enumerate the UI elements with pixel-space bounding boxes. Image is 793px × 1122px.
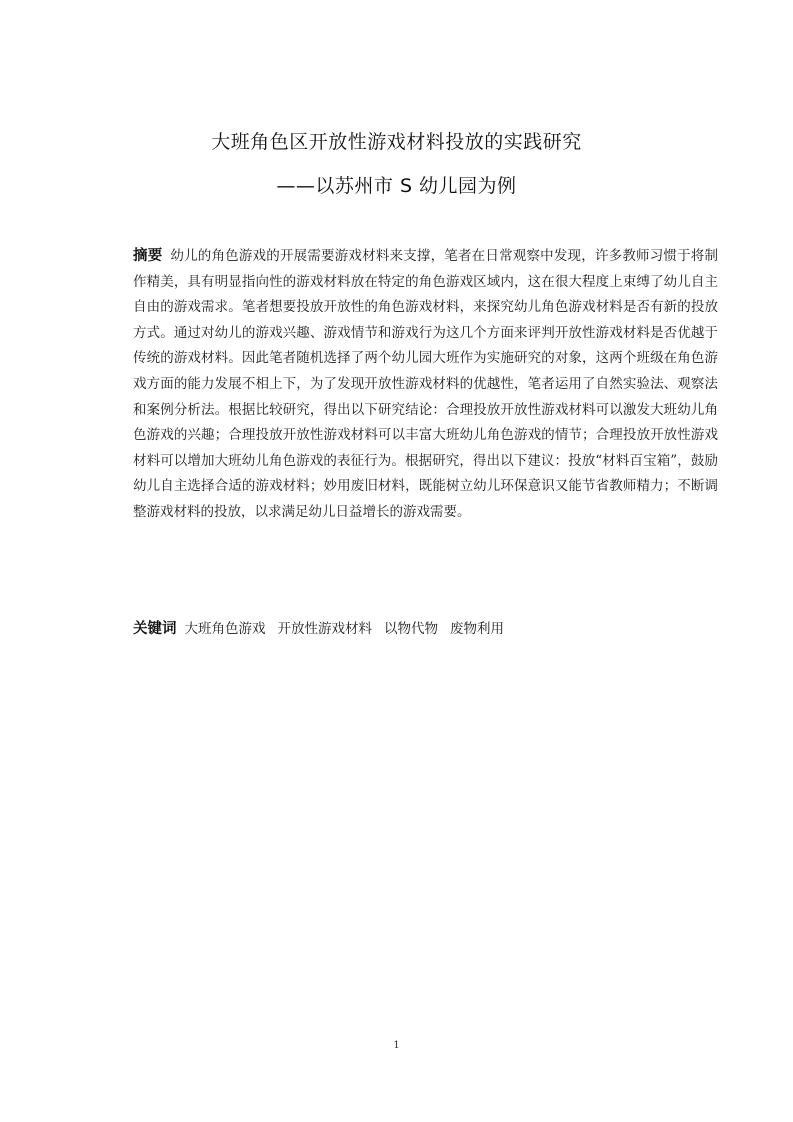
keyword-item: 废物利用 [450,621,504,637]
keyword-item: 以物代物 [384,621,438,637]
page-number: 1 [393,1040,400,1051]
abstract-text: 幼儿的角色游戏的开展需要游戏材料来支撑，笔者在日常观察中发现，许多教师习惯于将制作精美，具有明显指向性的游戏材料放在特定的角色游戏区域内，这在很大程度上束缚了幼儿自主自由的游戏需求。笔者想要投放开放性的角色游戏材料，来探究幼儿角色游戏材料是否有新的投放方式。通过对幼儿的游戏兴趣、游戏情节和游戏行为这几个方面来评判开放性游戏材料是否优越于传统的游戏材料。因此笔者随机选择了两个幼儿园大班作为实施研究的对象，这两个班级在角色游戏方面的能力发展不相上下，为了发现开放性游戏材料的优越性，笔者运用了自然实验法、观察法和案例分析法。根据比较研究，得出以下研究结论：合理投放开放性游戏材料可以激发大班幼儿角色游戏的兴趣；合理投放开放性游戏材料可以丰富大班幼儿角色游戏的情节；合理投放开放性游戏材料可以增加大班幼儿角色游戏的表征行为。根据研究，得出以下建议：投放“材料百宝箱”，鼓励幼儿自主选择合适的游戏材料；妙用废旧材料，既能树立幼儿环保意识又能节省教师精力；不断调整游戏材料的投放，以求满足幼儿日益增长的游戏需要。 [133,248,718,520]
keyword-item: 开放性游戏材料 [277,621,372,637]
keywords-line [133,617,718,642]
keyword-item: 大班角色游戏 [184,621,266,637]
document-title: 大班角色区开放性游戏材料投放的实践研究 [211,131,582,153]
keywords-label: 关键词 [133,621,177,637]
document-subtitle: ——以苏州市 S 幼儿园为例 [276,175,517,197]
abstract-paragraph [133,244,718,526]
abstract-label: 摘要 [133,248,163,264]
